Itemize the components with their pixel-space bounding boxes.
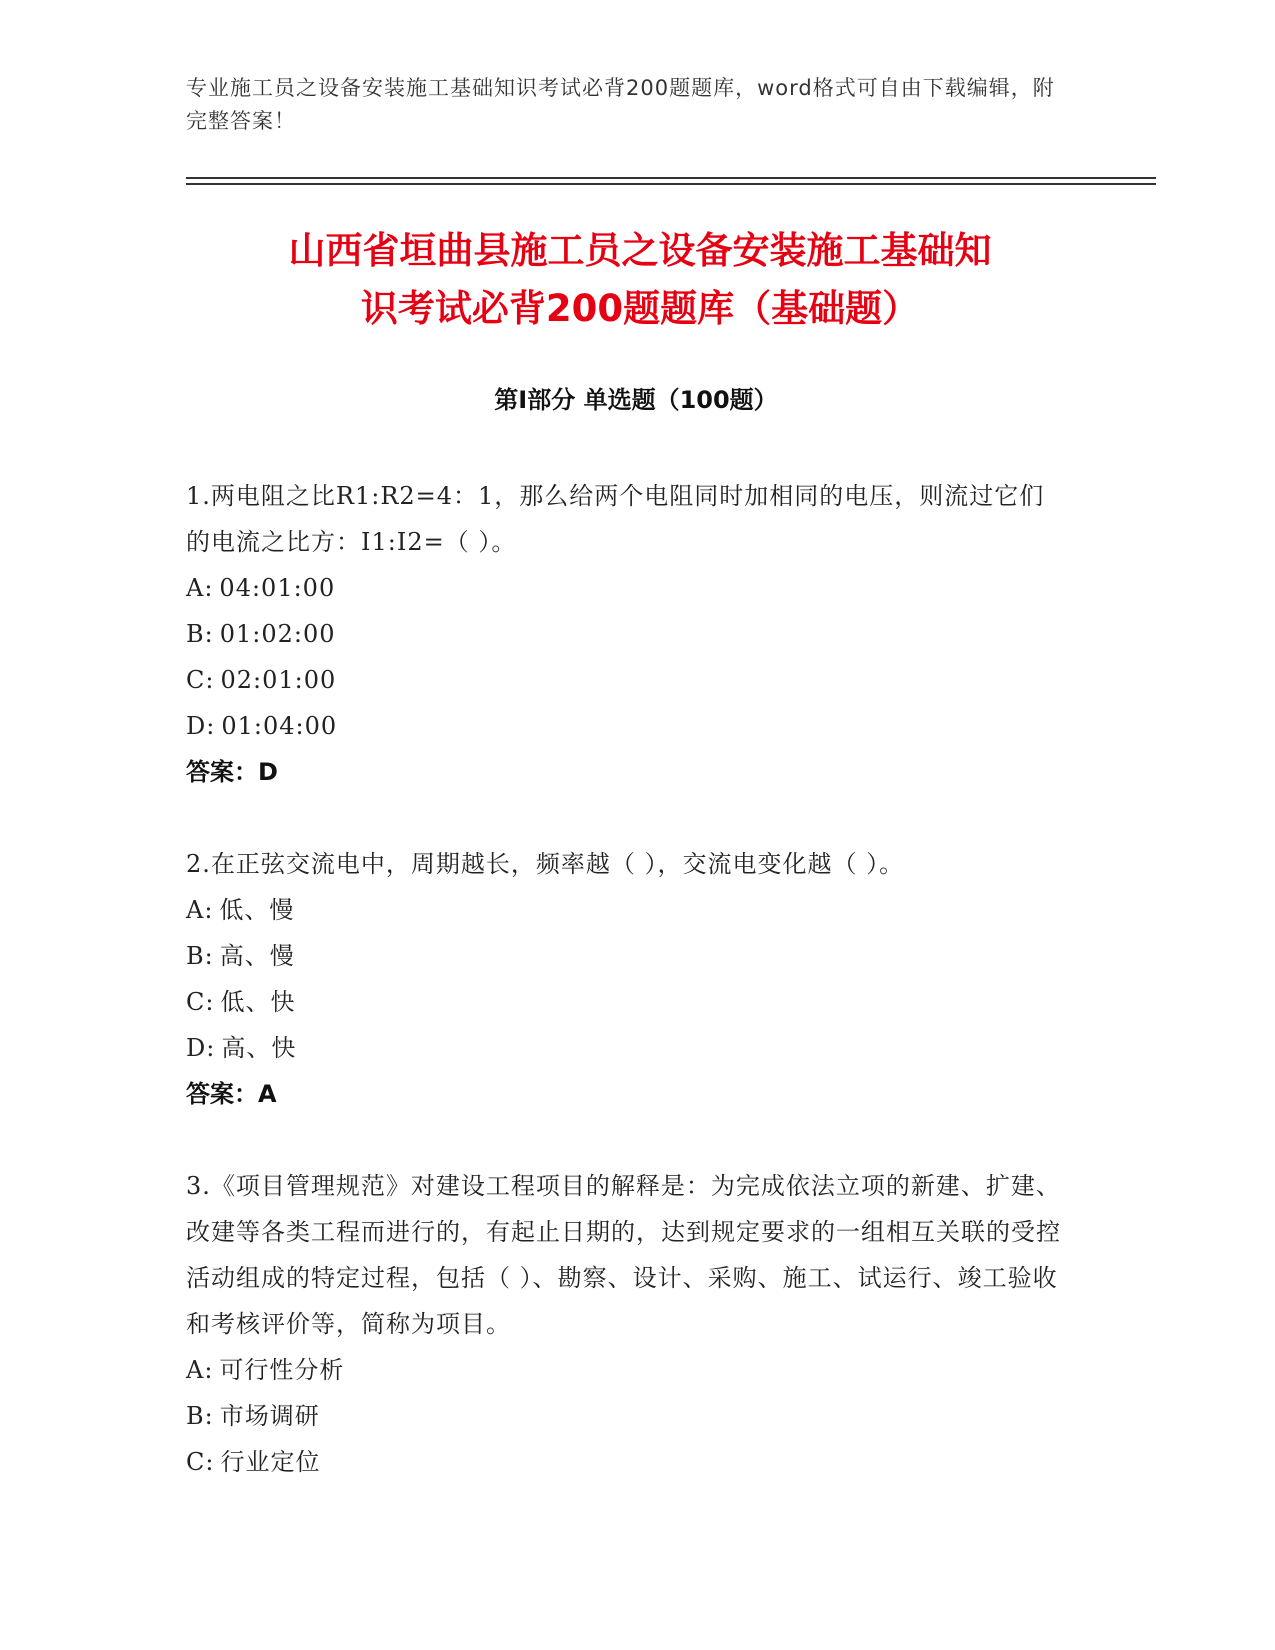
header-note: 专业施工员之设备安装施工基础知识考试必背200题题库，word格式可自由下载编辑，附完整答案！ [186, 76, 1055, 133]
option-text: 高、快 [221, 1034, 297, 1062]
answer: 答案：D [186, 758, 278, 786]
option-b [186, 1393, 1066, 1439]
option-text: 行业定位 [220, 1448, 321, 1476]
option-letter: C: [186, 666, 215, 694]
option-text: 高、慢 [219, 942, 295, 970]
option-letter: B: [186, 1402, 214, 1430]
option-text: 市场调研 [219, 1402, 320, 1430]
option-text: 可行性分析 [219, 1356, 345, 1384]
question-2 [186, 841, 1066, 1117]
option-a [186, 565, 1066, 611]
document-title [190, 222, 1090, 338]
option-letter: C: [186, 1448, 215, 1476]
option-text: 02:01:00 [220, 666, 337, 694]
option-text: 01:02:00 [219, 620, 336, 648]
answer: 答案：A [186, 1080, 277, 1108]
option-c [186, 1439, 1066, 1485]
question-list [186, 473, 1066, 1531]
option-a [186, 1347, 1066, 1393]
option-text: 04:01:00 [219, 574, 336, 602]
option-a [186, 887, 1066, 933]
option-text: 01:04:00 [221, 712, 338, 740]
option-letter: D: [186, 712, 216, 740]
option-d [186, 703, 1066, 749]
option-b [186, 933, 1066, 979]
option-letter: B: [186, 942, 214, 970]
question-stem: 2.在正弦交流电中，周期越长，频率越（ ），交流电变化越（ ）。 [186, 850, 905, 878]
option-letter: D: [186, 1034, 216, 1062]
option-letter: C: [186, 988, 215, 1016]
option-b [186, 611, 1066, 657]
option-letter: A: [186, 1356, 214, 1384]
question-stem: 1.两电阻之比R1:R2=4：1，那么给两个电阻同时加相同的电压，则流过它们的电流之比方：I1:I2=（ ）。 [186, 482, 1045, 556]
option-text: 低、慢 [219, 896, 295, 924]
option-letter: A: [186, 574, 214, 602]
document-title-line-1: 山西省垣曲县施工员之设备安装施工基础知 [288, 229, 992, 272]
option-letter: A: [186, 896, 214, 924]
section-heading: 第Ⅰ部分 单选题（100题） [494, 386, 778, 414]
option-c [186, 657, 1066, 703]
option-letter: B: [186, 620, 214, 648]
header-rule-bottom [186, 183, 1156, 185]
option-text: 低、快 [220, 988, 296, 1016]
option-d [186, 1025, 1066, 1071]
option-c [186, 979, 1066, 1025]
document-title-line-2: 识考试必背200题题库（基础题） [360, 287, 920, 330]
question-stem: 3.《项目管理规范》对建设工程项目的解释是：为完成依法立项的新建、扩建、改建等各类工程而进行的，有起止日期的，达到规定要求的一组相互关联的受控活动组成的特定过程，包括（ ）、勘察、设计、采购、施工、试运行、竣工验收和考核评价等，简称为项目。 [186, 1172, 1061, 1338]
header-rule-top [186, 177, 1156, 179]
question-1 [186, 473, 1066, 795]
question-3 [186, 1163, 1066, 1485]
